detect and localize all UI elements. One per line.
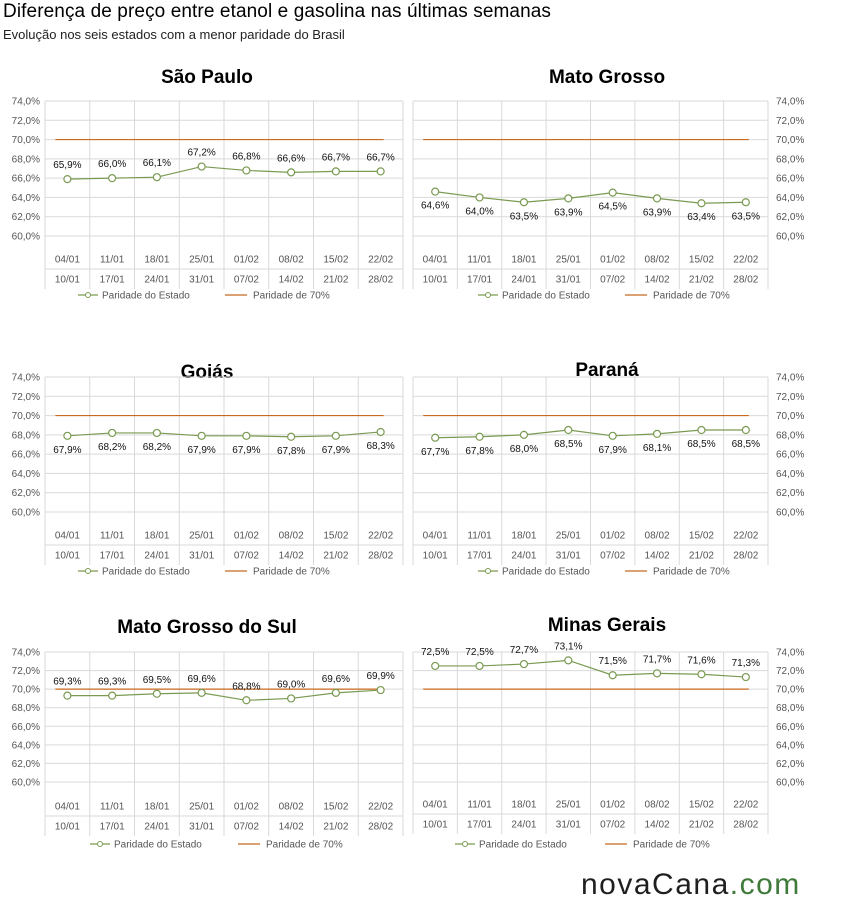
y-tick-label: 74,0%: [776, 96, 805, 108]
x-category-end: 07/02: [233, 821, 259, 833]
x-category-end: 10/01: [54, 274, 80, 286]
x-category-start: 11/01: [467, 254, 492, 266]
legend-parity-label: Paridade de 70%: [253, 290, 330, 302]
x-category-start: 18/01: [144, 530, 170, 542]
x-category-start: 01/02: [233, 801, 259, 813]
x-category-start: 01/02: [600, 799, 626, 811]
x-category-start: 08/02: [278, 801, 304, 813]
data-label: 68,0%: [509, 443, 539, 455]
y-tick-label: 64,0%: [11, 192, 40, 204]
data-point: [520, 431, 527, 438]
y-tick-label: 72,0%: [776, 391, 805, 403]
data-label: 65,9%: [53, 160, 82, 172]
chart-title: Mato Grosso: [548, 67, 666, 89]
data-label: 69,9%: [366, 671, 395, 683]
data-point: [198, 689, 205, 696]
data-label: 67,9%: [321, 444, 351, 456]
x-category-start: 22/02: [368, 254, 394, 266]
y-tick-label: 62,0%: [776, 212, 805, 224]
data-label: 66,7%: [321, 152, 351, 164]
data-label: 68,5%: [554, 439, 583, 451]
x-category-end: 10/01: [54, 821, 80, 833]
x-category-start: 18/01: [511, 530, 537, 542]
data-label: 69,6%: [187, 673, 216, 685]
x-category-end: 28/02: [368, 274, 394, 286]
x-category-start: 22/02: [733, 530, 759, 542]
y-tick-label: 70,0%: [776, 411, 805, 423]
y-tick-label: 60,0%: [11, 777, 40, 789]
x-category-end: 24/01: [511, 550, 537, 562]
data-point: [243, 167, 250, 174]
x-category-end: 21/02: [688, 274, 714, 286]
x-category-end: 21/02: [323, 274, 349, 286]
x-category-start: 25/01: [555, 799, 581, 811]
legend-state-marker: [86, 569, 91, 574]
y-tick-label: 68,0%: [776, 154, 805, 166]
data-point: [377, 168, 384, 175]
x-category-start: 11/01: [467, 799, 492, 811]
data-label: 72,5%: [465, 646, 494, 658]
data-point: [654, 430, 661, 437]
x-category-start: 22/02: [733, 799, 759, 811]
x-category-start: 15/02: [688, 799, 714, 811]
data-label: 66,1%: [142, 158, 172, 170]
data-label: 68,2%: [142, 441, 172, 453]
x-category-start: 22/02: [733, 254, 759, 266]
y-tick-label: 64,0%: [776, 192, 805, 204]
y-tick-label: 64,0%: [776, 468, 805, 480]
x-category-end: 21/02: [323, 821, 349, 833]
page-subtitle: Evolução nos seis estados com a menor paridade do Brasil: [3, 27, 345, 42]
x-category-start: 22/02: [368, 530, 394, 542]
y-tick-label: 66,0%: [776, 721, 805, 733]
data-point: [609, 432, 616, 439]
y-tick-label: 64,0%: [776, 740, 805, 752]
data-point: [377, 428, 384, 435]
y-tick-label: 64,0%: [11, 740, 40, 752]
data-label: 68,5%: [687, 439, 716, 451]
x-category-end: 07/02: [600, 550, 626, 562]
x-category-end: 14/02: [278, 550, 304, 562]
x-category-end: 31/01: [189, 550, 215, 562]
data-point: [698, 671, 705, 678]
x-category-start: 08/02: [644, 799, 670, 811]
x-category-start: 15/02: [688, 530, 714, 542]
data-point: [64, 692, 71, 699]
data-point: [742, 427, 749, 434]
data-label: 66,8%: [232, 151, 261, 163]
x-category-end: 14/02: [644, 550, 670, 562]
x-category-end: 21/02: [323, 550, 349, 562]
y-tick-label: 66,0%: [11, 721, 40, 733]
data-point: [698, 200, 705, 207]
y-tick-label: 68,0%: [776, 430, 805, 442]
x-category-start: 18/01: [144, 801, 170, 813]
x-category-start: 01/02: [600, 254, 626, 266]
x-category-start: 04/01: [422, 530, 448, 542]
data-label: 63,5%: [731, 211, 760, 223]
x-category-start: 04/01: [422, 799, 448, 811]
data-label: 68,1%: [642, 442, 672, 454]
legend-state-label: Paridade do Estado: [102, 290, 190, 302]
data-point: [153, 174, 160, 181]
data-label: 69,3%: [97, 676, 127, 688]
data-point: [565, 427, 572, 434]
data-point: [742, 199, 749, 206]
chart-minas-gerais: [410, 600, 841, 860]
x-category-start: 04/01: [54, 801, 80, 813]
legend-parity-label: Paridade de 70%: [633, 839, 710, 851]
x-category-start: 15/02: [323, 801, 349, 813]
chart-parana: [410, 350, 841, 590]
data-label: 69,0%: [276, 679, 306, 691]
y-tick-label: 74,0%: [776, 372, 805, 384]
data-point: [609, 189, 616, 196]
y-tick-label: 64,0%: [11, 468, 40, 480]
legend-state-marker: [86, 293, 91, 298]
x-category-end: 28/02: [733, 819, 759, 831]
x-category-start: 18/01: [511, 799, 537, 811]
chart-title: Goiás: [180, 362, 234, 384]
x-category-end: 17/01: [467, 274, 493, 286]
data-label: 67,9%: [598, 444, 627, 456]
legend-state-marker: [98, 842, 103, 847]
data-point: [288, 433, 295, 440]
data-point: [654, 195, 661, 202]
x-category-start: 08/02: [644, 530, 670, 542]
legend-parity-label: Paridade de 70%: [266, 839, 343, 851]
x-category-start: 25/01: [189, 801, 215, 813]
data-point: [109, 692, 116, 699]
x-category-start: 04/01: [54, 254, 80, 266]
legend-state-label: Paridade do Estado: [502, 566, 590, 578]
data-label: 69,3%: [53, 676, 82, 688]
x-category-end: 07/02: [233, 274, 259, 286]
y-tick-label: 72,0%: [11, 391, 40, 403]
data-point: [64, 432, 71, 439]
y-tick-label: 66,0%: [776, 449, 805, 461]
data-label: 68,2%: [97, 441, 127, 453]
y-tick-label: 68,0%: [776, 703, 805, 715]
legend-parity-label: Paridade de 70%: [653, 290, 730, 302]
legend-parity-label: Paridade de 70%: [653, 566, 730, 578]
data-point: [565, 195, 572, 202]
y-tick-label: 70,0%: [776, 684, 805, 696]
data-label: 63,5%: [509, 211, 539, 223]
x-category-end: 28/02: [368, 550, 394, 562]
chart-goias: [0, 350, 410, 590]
x-category-start: 15/02: [323, 530, 349, 542]
data-label: 67,2%: [187, 147, 216, 159]
y-tick-label: 66,0%: [11, 449, 40, 461]
data-point: [609, 672, 616, 679]
x-category-start: 08/02: [278, 254, 304, 266]
data-label: 64,0%: [465, 206, 494, 218]
data-point: [520, 661, 527, 668]
y-tick-label: 62,0%: [11, 488, 40, 500]
x-category-end: 31/01: [189, 274, 215, 286]
data-label: 71,5%: [598, 656, 627, 668]
x-category-end: 10/01: [54, 550, 80, 562]
y-tick-label: 60,0%: [11, 231, 40, 243]
legend-parity-label: Paridade de 70%: [253, 566, 330, 578]
data-label: 67,8%: [276, 445, 306, 457]
data-label: 68,3%: [366, 440, 395, 452]
chart-sao-paulo: [0, 55, 410, 305]
x-category-start: 15/02: [688, 254, 714, 266]
data-point: [288, 169, 295, 176]
x-category-end: 07/02: [600, 819, 626, 831]
y-tick-label: 68,0%: [11, 703, 40, 715]
data-label: 63,9%: [554, 207, 583, 219]
x-category-end: 17/01: [467, 819, 493, 831]
x-category-start: 04/01: [54, 530, 80, 542]
data-point: [476, 662, 483, 669]
x-category-end: 10/01: [422, 274, 448, 286]
x-category-end: 24/01: [144, 550, 170, 562]
y-tick-label: 74,0%: [11, 647, 40, 659]
data-point: [742, 674, 749, 681]
y-tick-label: 62,0%: [776, 758, 805, 770]
x-category-start: 15/02: [323, 254, 349, 266]
data-label: 63,4%: [687, 212, 716, 224]
x-category-start: 11/01: [99, 254, 125, 266]
y-tick-label: 74,0%: [776, 647, 805, 659]
data-point: [654, 670, 661, 677]
data-point: [243, 432, 250, 439]
x-category-start: 11/01: [99, 801, 125, 813]
data-point: [198, 163, 205, 170]
legend-state-label: Paridade do Estado: [479, 839, 567, 851]
x-category-end: 21/02: [688, 819, 714, 831]
x-category-end: 31/01: [189, 821, 215, 833]
data-label: 69,6%: [321, 673, 351, 685]
data-point: [64, 176, 71, 183]
data-label: 71,6%: [687, 655, 716, 667]
x-category-end: 14/02: [278, 274, 304, 286]
data-point: [476, 433, 483, 440]
x-category-start: 01/02: [233, 254, 259, 266]
data-point: [153, 429, 160, 436]
y-tick-label: 60,0%: [776, 777, 805, 789]
y-tick-label: 66,0%: [11, 173, 40, 185]
data-label: 68,5%: [731, 439, 760, 451]
legend-state-label: Paridade do Estado: [102, 566, 190, 578]
y-tick-label: 74,0%: [11, 372, 40, 384]
data-point: [432, 434, 439, 441]
x-category-start: 11/01: [99, 530, 125, 542]
x-category-end: 14/02: [644, 819, 670, 831]
data-label: 67,7%: [421, 446, 450, 458]
x-category-start: 18/01: [144, 254, 170, 266]
data-label: 71,7%: [642, 654, 672, 666]
data-label: 63,9%: [642, 207, 672, 219]
x-category-end: 17/01: [99, 550, 125, 562]
y-tick-label: 60,0%: [11, 507, 40, 519]
data-point: [198, 432, 205, 439]
data-label: 72,5%: [421, 646, 450, 658]
x-category-start: 01/02: [233, 530, 259, 542]
data-point: [377, 687, 384, 694]
y-tick-label: 68,0%: [11, 430, 40, 442]
y-tick-label: 62,0%: [11, 758, 40, 770]
x-category-start: 18/01: [511, 254, 537, 266]
y-tick-label: 74,0%: [11, 96, 40, 108]
y-tick-label: 62,0%: [11, 212, 40, 224]
x-category-end: 17/01: [467, 550, 493, 562]
x-category-end: 28/02: [733, 274, 759, 286]
data-label: 67,9%: [187, 444, 216, 456]
x-category-end: 24/01: [511, 274, 537, 286]
x-category-end: 31/01: [555, 550, 581, 562]
data-label: 73,1%: [554, 641, 583, 653]
data-label: 69,5%: [142, 674, 172, 686]
x-category-end: 21/02: [688, 550, 714, 562]
data-point: [476, 194, 483, 201]
y-tick-label: 68,0%: [11, 154, 40, 166]
chart-title: Minas Gerais: [547, 615, 667, 637]
x-category-start: 22/02: [368, 801, 394, 813]
data-label: 67,9%: [232, 444, 261, 456]
x-category-end: 07/02: [233, 550, 259, 562]
logo-domain: .com: [729, 868, 801, 901]
data-point: [243, 697, 250, 704]
data-point: [698, 427, 705, 434]
x-category-end: 07/02: [600, 274, 626, 286]
x-category-end: 24/01: [144, 821, 170, 833]
data-point: [432, 188, 439, 195]
x-category-end: 24/01: [144, 274, 170, 286]
legend-state-marker: [463, 842, 468, 847]
y-tick-label: 72,0%: [11, 666, 40, 678]
data-point: [332, 689, 339, 696]
x-category-end: 14/02: [278, 821, 304, 833]
x-category-end: 31/01: [555, 819, 581, 831]
x-category-end: 31/01: [555, 274, 581, 286]
x-category-start: 25/01: [555, 530, 581, 542]
data-label: 64,5%: [598, 201, 627, 213]
legend-state-label: Paridade do Estado: [114, 839, 202, 851]
x-category-end: 17/01: [99, 821, 125, 833]
chart-mato-grosso: [410, 55, 841, 305]
data-label: 64,6%: [421, 200, 450, 212]
data-label: 67,9%: [53, 444, 82, 456]
data-label: 66,6%: [276, 153, 306, 165]
x-category-end: 10/01: [422, 550, 448, 562]
y-tick-label: 72,0%: [776, 666, 805, 678]
chart-title: São Paulo: [161, 67, 253, 89]
legend-state-marker: [486, 569, 491, 574]
x-category-start: 04/01: [422, 254, 448, 266]
x-category-end: 10/01: [422, 819, 448, 831]
y-tick-label: 62,0%: [776, 488, 805, 500]
data-label: 67,8%: [465, 445, 494, 457]
y-tick-label: 70,0%: [776, 135, 805, 147]
y-tick-label: 72,0%: [11, 115, 40, 127]
y-tick-label: 60,0%: [776, 507, 805, 519]
chart-mato-grosso-do-sul: [0, 600, 410, 860]
data-point: [332, 432, 339, 439]
data-label: 72,7%: [509, 645, 539, 657]
x-category-end: 28/02: [733, 550, 759, 562]
data-point: [288, 695, 295, 702]
x-category-start: 25/01: [189, 530, 215, 542]
data-point: [565, 657, 572, 664]
data-label: 66,7%: [366, 152, 395, 164]
chart-title: Paraná: [575, 360, 639, 382]
x-category-end: 24/01: [511, 819, 537, 831]
y-tick-label: 70,0%: [11, 684, 40, 696]
y-tick-label: 72,0%: [776, 115, 805, 127]
data-label: 71,3%: [731, 658, 760, 670]
x-category-start: 08/02: [644, 254, 670, 266]
novacana-logo: [581, 868, 801, 902]
data-point: [153, 690, 160, 697]
x-category-start: 01/02: [600, 530, 626, 542]
x-category-start: 08/02: [278, 530, 304, 542]
x-category-start: 25/01: [189, 254, 215, 266]
data-point: [332, 168, 339, 175]
legend-state-marker: [486, 293, 491, 298]
data-point: [520, 199, 527, 206]
x-category-end: 14/02: [644, 274, 670, 286]
data-label: 66,0%: [97, 159, 127, 171]
page-title: Diferença de preço entre etanol e gasolina nas últimas semanas: [3, 1, 552, 22]
x-category-start: 11/01: [467, 530, 492, 542]
legend-state-label: Paridade do Estado: [502, 290, 590, 302]
x-category-start: 25/01: [555, 254, 581, 266]
y-tick-label: 70,0%: [11, 411, 40, 423]
y-tick-label: 60,0%: [776, 231, 805, 243]
data-point: [109, 429, 116, 436]
data-label: 68,8%: [232, 681, 261, 693]
y-tick-label: 66,0%: [776, 173, 805, 185]
logo-name: novaCana: [581, 868, 730, 901]
chart-title: Mato Grosso do Sul: [117, 617, 297, 639]
x-category-end: 28/02: [368, 821, 394, 833]
y-tick-label: 70,0%: [11, 135, 40, 147]
x-category-end: 17/01: [99, 274, 125, 286]
data-point: [432, 662, 439, 669]
data-point: [109, 175, 116, 182]
